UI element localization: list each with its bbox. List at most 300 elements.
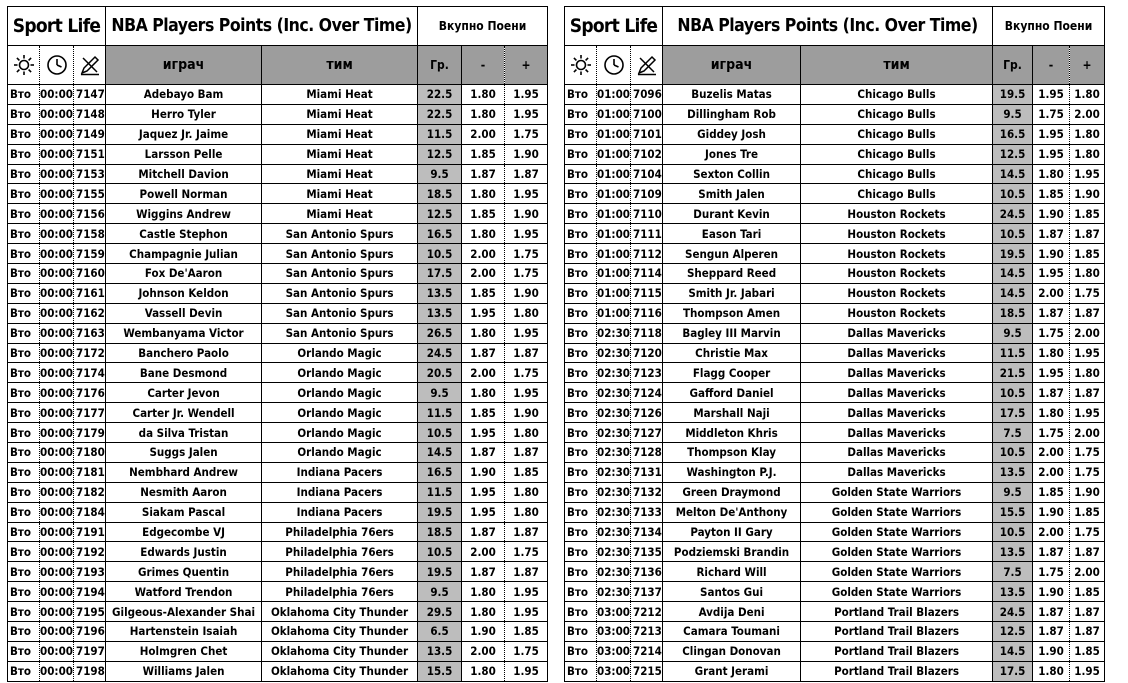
time-cell: 01:00: [597, 144, 631, 164]
over-odds-cell: 1.95: [505, 602, 548, 622]
over-odds-cell: 2.00: [1070, 562, 1105, 582]
team-name-cell: Houston Rockets: [801, 224, 993, 244]
points-line-cell: 18.5: [993, 303, 1033, 323]
over-odds-cell: 2.00: [1070, 323, 1105, 343]
under-odds-cell: 1.85: [462, 204, 505, 224]
player-name-cell: Fox De'Aaron: [106, 264, 262, 284]
over-odds-cell: 1.80: [505, 423, 548, 443]
under-odds-cell: 1.75: [1033, 323, 1070, 343]
player-name-cell: Carter Jevon: [106, 383, 262, 403]
team-name-cell: Orlando Magic: [262, 343, 418, 363]
table-row: [565, 363, 1105, 383]
under-odds-cell: 1.80: [462, 184, 505, 204]
time-cell: 00:00: [40, 164, 74, 184]
day-cell: Вто: [8, 443, 40, 463]
team-name-cell: Oklahoma City Thunder: [262, 641, 418, 661]
under-odds-cell: 1.80: [462, 582, 505, 602]
under-odds-cell: 1.80: [462, 383, 505, 403]
points-line-cell: 24.5: [993, 204, 1033, 224]
points-line-cell: 13.5: [418, 283, 462, 303]
event-id-cell: 7134: [631, 522, 663, 542]
points-line-cell: 15.5: [418, 661, 462, 681]
event-id-cell: 7179: [74, 423, 106, 443]
player-name-cell: Payton II Gary: [663, 522, 801, 542]
team-name-cell: Golden State Warriors: [801, 502, 993, 522]
time-cell: 00:00: [40, 661, 74, 681]
under-odds-cell: 1.80: [1033, 403, 1070, 423]
time-cell: 00:00: [40, 423, 74, 443]
player-name-cell: Banchero Paolo: [106, 343, 262, 363]
over-odds-cell: 1.80: [505, 303, 548, 323]
team-name-cell: Golden State Warriors: [801, 542, 993, 562]
under-odds-cell: 1.85: [462, 283, 505, 303]
day-cell: Вто: [565, 343, 597, 363]
day-cell: Вто: [8, 462, 40, 482]
day-cell: Вто: [565, 104, 597, 124]
table-row: [8, 85, 548, 105]
day-cell: Вто: [565, 124, 597, 144]
table-row: [565, 443, 1105, 463]
points-line-cell: 13.5: [418, 641, 462, 661]
event-id-cell: 7111: [631, 224, 663, 244]
over-odds-cell: 1.87: [1070, 224, 1105, 244]
day-cell: Вто: [565, 582, 597, 602]
under-odds-cell: 1.87: [462, 443, 505, 463]
over-odds-cell: 1.95: [1070, 403, 1105, 423]
over-odds-cell: 1.85: [1070, 641, 1105, 661]
table-row: [8, 104, 548, 124]
player-name-cell: Edgecombe VJ: [106, 522, 262, 542]
team-name-cell: Houston Rockets: [801, 303, 993, 323]
player-name-cell: Middleton Khris: [663, 423, 801, 443]
event-id-cell: 7151: [74, 144, 106, 164]
under-odds-cell: 1.95: [1033, 363, 1070, 383]
day-cell: Вто: [565, 522, 597, 542]
day-cell: Вто: [565, 602, 597, 622]
points-line-cell: 12.5: [418, 204, 462, 224]
over-odds-cell: 1.87: [505, 562, 548, 582]
points-line-cell: 16.5: [418, 224, 462, 244]
team-name-cell: Golden State Warriors: [801, 562, 993, 582]
player-name-cell: Jones Tre: [663, 144, 801, 164]
event-id-cell: 7158: [74, 224, 106, 244]
over-odds-cell: 1.87: [1070, 602, 1105, 622]
time-cell: 02:30: [597, 502, 631, 522]
player-name-cell: Wembanyama Victor: [106, 323, 262, 343]
over-odds-cell: 1.75: [1070, 522, 1105, 542]
event-id-cell: 7174: [74, 363, 106, 383]
points-line-cell: 19.5: [418, 502, 462, 522]
time-cell: 00:00: [40, 323, 74, 343]
player-name-cell: Powell Norman: [106, 184, 262, 204]
points-line-cell: 9.5: [418, 582, 462, 602]
time-cell: 01:00: [597, 283, 631, 303]
team-name-cell: Dallas Mavericks: [801, 383, 993, 403]
player-name-cell: Durant Kevin: [663, 204, 801, 224]
event-id-cell: 7133: [631, 502, 663, 522]
points-line-cell: 9.5: [993, 323, 1033, 343]
over-odds-cell: 1.80: [505, 482, 548, 502]
table-row: [8, 124, 548, 144]
table-row: [565, 562, 1105, 582]
under-odds-cell: 1.87: [462, 562, 505, 582]
player-name-cell: Buzelis Matas: [663, 85, 801, 105]
team-name-cell: Dallas Mavericks: [801, 462, 993, 482]
day-cell: Вто: [565, 443, 597, 463]
table-row: [565, 582, 1105, 602]
points-line-cell: 12.5: [993, 622, 1033, 642]
points-line-cell: 18.5: [418, 522, 462, 542]
event-id-cell: 7127: [631, 423, 663, 443]
team-name-cell: Miami Heat: [262, 164, 418, 184]
table-row: [8, 582, 548, 602]
table-row: [565, 104, 1105, 124]
event-id-cell: 7184: [74, 502, 106, 522]
team-name-cell: San Antonio Spurs: [262, 323, 418, 343]
over-odds-cell: 1.75: [505, 244, 548, 264]
over-odds-cell: 1.85: [1070, 244, 1105, 264]
points-line-cell: 10.5: [418, 423, 462, 443]
event-id-cell: 7104: [631, 164, 663, 184]
team-name-cell: Portland Trail Blazers: [801, 661, 993, 681]
over-odds-cell: 1.90: [505, 204, 548, 224]
player-name-cell: Herro Tyler: [106, 104, 262, 124]
table-row: [8, 622, 548, 642]
event-id-cell: 7137: [631, 582, 663, 602]
day-cell: Вто: [565, 462, 597, 482]
points-line-cell: 21.5: [993, 363, 1033, 383]
team-name-cell: Miami Heat: [262, 144, 418, 164]
over-odds-cell: 2.00: [1070, 423, 1105, 443]
event-id-cell: 7195: [74, 602, 106, 622]
points-line-cell: 12.5: [418, 144, 462, 164]
over-odds-cell: 1.95: [505, 224, 548, 244]
event-id-cell: 7156: [74, 204, 106, 224]
under-odds-cell: 1.95: [462, 502, 505, 522]
player-name-cell: Podziemski Brandin: [663, 542, 801, 562]
pen-icon: [74, 46, 106, 85]
day-cell: Вто: [565, 363, 597, 383]
points-line-cell: 24.5: [418, 343, 462, 363]
total-points-label: Вкупно Поени: [418, 7, 548, 46]
table-row: [8, 244, 548, 264]
table-row: [565, 622, 1105, 642]
under-odds-cell: 1.80: [462, 85, 505, 105]
event-id-cell: 7102: [631, 144, 663, 164]
time-cell: 00:00: [40, 562, 74, 582]
over-odds-cell: 1.75: [1070, 462, 1105, 482]
player-name-cell: Smith Jalen: [663, 184, 801, 204]
table-row: [8, 482, 548, 502]
team-name-cell: Indiana Pacers: [262, 502, 418, 522]
event-id-cell: 7215: [631, 661, 663, 681]
day-cell: Вто: [565, 164, 597, 184]
player-name-cell: Hartenstein Isaiah: [106, 622, 262, 642]
under-odds-cell: 2.00: [1033, 443, 1070, 463]
time-cell: 01:00: [597, 85, 631, 105]
over-odds-cell: 1.95: [1070, 661, 1105, 681]
team-name-cell: Portland Trail Blazers: [801, 641, 993, 661]
points-line-cell: 10.5: [993, 443, 1033, 463]
player-name-cell: Sengun Alperen: [663, 244, 801, 264]
event-id-cell: 7191: [74, 522, 106, 542]
time-cell: 03:00: [597, 661, 631, 681]
under-odds-cell: 1.85: [462, 403, 505, 423]
player-name-cell: Gilgeous-Alexander Shai: [106, 602, 262, 622]
event-id-cell: 7116: [631, 303, 663, 323]
player-name-cell: Melton De'Anthony: [663, 502, 801, 522]
time-cell: 00:00: [40, 602, 74, 622]
points-line-cell: 14.5: [993, 641, 1033, 661]
player-name-cell: Johnson Keldon: [106, 283, 262, 303]
under-odds-cell: 1.87: [1033, 542, 1070, 562]
time-cell: 02:30: [597, 443, 631, 463]
team-name-cell: Portland Trail Blazers: [801, 622, 993, 642]
event-id-cell: 7212: [631, 602, 663, 622]
team-name-cell: Houston Rockets: [801, 264, 993, 284]
event-id-cell: 7096: [631, 85, 663, 105]
team-name-cell: Oklahoma City Thunder: [262, 622, 418, 642]
table-row: [565, 244, 1105, 264]
points-line-cell: 17.5: [993, 403, 1033, 423]
under-odds-cell: 1.95: [1033, 85, 1070, 105]
time-cell: 01:00: [597, 303, 631, 323]
column-header-under: -: [1033, 46, 1070, 85]
over-odds-cell: 1.75: [505, 264, 548, 284]
time-cell: 00:00: [40, 224, 74, 244]
under-odds-cell: 2.00: [1033, 522, 1070, 542]
team-name-cell: San Antonio Spurs: [262, 244, 418, 264]
time-cell: 01:00: [597, 124, 631, 144]
time-cell: 00:00: [40, 502, 74, 522]
over-odds-cell: 1.80: [1070, 264, 1105, 284]
points-line-cell: 14.5: [418, 443, 462, 463]
day-cell: Вто: [565, 542, 597, 562]
over-odds-cell: 1.75: [1070, 443, 1105, 463]
team-name-cell: Chicago Bulls: [801, 124, 993, 144]
day-cell: Вто: [8, 582, 40, 602]
points-line-cell: 16.5: [993, 124, 1033, 144]
time-cell: 03:00: [597, 602, 631, 622]
time-cell: 00:00: [40, 104, 74, 124]
over-odds-cell: 1.80: [1070, 363, 1105, 383]
event-id-cell: 7112: [631, 244, 663, 264]
table-row: [8, 423, 548, 443]
under-odds-cell: 1.87: [1033, 622, 1070, 642]
under-odds-cell: 1.90: [462, 462, 505, 482]
table-row: [8, 184, 548, 204]
points-line-cell: 14.5: [993, 164, 1033, 184]
points-line-cell: 22.5: [418, 85, 462, 105]
event-id-cell: 7181: [74, 462, 106, 482]
player-name-cell: Williams Jalen: [106, 661, 262, 681]
time-cell: 00:00: [40, 462, 74, 482]
time-cell: 00:00: [40, 482, 74, 502]
under-odds-cell: 1.95: [1033, 124, 1070, 144]
day-cell: Вто: [8, 542, 40, 562]
team-name-cell: Miami Heat: [262, 204, 418, 224]
table-row: [565, 204, 1105, 224]
points-line-cell: 13.5: [993, 582, 1033, 602]
over-odds-cell: 1.75: [1070, 283, 1105, 303]
time-cell: 02:30: [597, 482, 631, 502]
over-odds-cell: 1.85: [1070, 502, 1105, 522]
day-cell: Вто: [8, 423, 40, 443]
under-odds-cell: 1.90: [1033, 641, 1070, 661]
under-odds-cell: 1.85: [1033, 184, 1070, 204]
player-name-cell: Avdija Deni: [663, 602, 801, 622]
points-line-cell: 10.5: [418, 244, 462, 264]
table-row: [565, 323, 1105, 343]
player-name-cell: Eason Tari: [663, 224, 801, 244]
player-name-cell: Flagg Cooper: [663, 363, 801, 383]
table-row: [8, 303, 548, 323]
player-name-cell: Clingan Donovan: [663, 641, 801, 661]
points-line-cell: 19.5: [418, 562, 462, 582]
time-cell: 00:00: [40, 244, 74, 264]
over-odds-cell: 1.85: [505, 622, 548, 642]
table-row: [565, 502, 1105, 522]
day-cell: Вто: [8, 403, 40, 423]
table-row: [8, 343, 548, 363]
table-row: [565, 403, 1105, 423]
over-odds-cell: 1.87: [505, 164, 548, 184]
day-cell: Вто: [565, 383, 597, 403]
points-line-cell: 10.5: [418, 542, 462, 562]
day-cell: Вто: [8, 184, 40, 204]
under-odds-cell: 1.85: [462, 144, 505, 164]
team-name-cell: Philadelphia 76ers: [262, 522, 418, 542]
table-row: [8, 502, 548, 522]
team-name-cell: Orlando Magic: [262, 443, 418, 463]
player-name-cell: Bane Desmond: [106, 363, 262, 383]
table-row: [565, 482, 1105, 502]
player-name-cell: Siakam Pascal: [106, 502, 262, 522]
event-id-cell: 7114: [631, 264, 663, 284]
under-odds-cell: 1.80: [1033, 164, 1070, 184]
under-odds-cell: 1.85: [1033, 482, 1070, 502]
time-cell: 01:00: [597, 204, 631, 224]
clock-icon: [40, 46, 74, 85]
odds-table: [564, 6, 1105, 682]
team-name-cell: Houston Rockets: [801, 204, 993, 224]
column-header-under: -: [462, 46, 505, 85]
team-name-cell: Dallas Mavericks: [801, 443, 993, 463]
over-odds-cell: 1.95: [505, 582, 548, 602]
player-name-cell: Vassell Devin: [106, 303, 262, 323]
team-name-cell: Miami Heat: [262, 124, 418, 144]
over-odds-cell: 1.90: [1070, 482, 1105, 502]
day-cell: Вто: [565, 403, 597, 423]
event-id-cell: 7126: [631, 403, 663, 423]
over-odds-cell: 1.95: [505, 85, 548, 105]
player-name-cell: Richard Will: [663, 562, 801, 582]
event-id-cell: 7161: [74, 283, 106, 303]
points-line-cell: 19.5: [993, 244, 1033, 264]
over-odds-cell: 1.75: [505, 542, 548, 562]
day-cell: Вто: [565, 622, 597, 642]
table-row: [565, 124, 1105, 144]
day-cell: Вто: [8, 522, 40, 542]
day-cell: Вто: [565, 502, 597, 522]
under-odds-cell: 1.80: [462, 661, 505, 681]
over-odds-cell: 1.90: [1070, 184, 1105, 204]
table-row: [8, 363, 548, 383]
time-cell: 00:00: [40, 184, 74, 204]
player-name-cell: Christie Max: [663, 343, 801, 363]
team-name-cell: Dallas Mavericks: [801, 363, 993, 383]
team-name-cell: Dallas Mavericks: [801, 343, 993, 363]
team-name-cell: Portland Trail Blazers: [801, 602, 993, 622]
player-name-cell: Jaquez Jr. Jaime: [106, 124, 262, 144]
time-cell: 00:00: [40, 283, 74, 303]
day-cell: Вто: [565, 283, 597, 303]
under-odds-cell: 1.87: [462, 164, 505, 184]
day-cell: Вто: [8, 124, 40, 144]
event-id-cell: 7162: [74, 303, 106, 323]
event-id-cell: 7110: [631, 204, 663, 224]
day-cell: Вто: [8, 164, 40, 184]
team-name-cell: Orlando Magic: [262, 423, 418, 443]
time-cell: 00:00: [40, 622, 74, 642]
team-name-cell: Oklahoma City Thunder: [262, 602, 418, 622]
over-odds-cell: 1.80: [1070, 144, 1105, 164]
points-line-cell: 15.5: [993, 502, 1033, 522]
day-cell: Вто: [565, 204, 597, 224]
points-line-cell: 11.5: [993, 343, 1033, 363]
column-header-team: тим: [262, 46, 418, 85]
table-row: [8, 602, 548, 622]
table-row: [565, 641, 1105, 661]
day-cell: Вто: [8, 264, 40, 284]
team-name-cell: Golden State Warriors: [801, 522, 993, 542]
over-odds-cell: 1.87: [1070, 383, 1105, 403]
event-id-cell: 7128: [631, 443, 663, 463]
player-name-cell: Gafford Daniel: [663, 383, 801, 403]
team-name-cell: San Antonio Spurs: [262, 224, 418, 244]
points-line-cell: 14.5: [993, 264, 1033, 284]
time-cell: 02:30: [597, 562, 631, 582]
event-id-cell: 7124: [631, 383, 663, 403]
sun-icon: [8, 46, 40, 85]
team-name-cell: Houston Rockets: [801, 283, 993, 303]
day-cell: Вто: [8, 244, 40, 264]
pen-icon: [631, 46, 663, 85]
day-cell: Вто: [8, 502, 40, 522]
table-row: [565, 423, 1105, 443]
team-name-cell: Chicago Bulls: [801, 85, 993, 105]
points-line-cell: 29.5: [418, 602, 462, 622]
under-odds-cell: 2.00: [462, 124, 505, 144]
day-cell: Вто: [8, 562, 40, 582]
points-line-cell: 18.5: [418, 184, 462, 204]
over-odds-cell: 1.95: [505, 383, 548, 403]
under-odds-cell: 1.87: [462, 522, 505, 542]
under-odds-cell: 2.00: [462, 264, 505, 284]
time-cell: 01:00: [597, 164, 631, 184]
time-cell: 03:00: [597, 641, 631, 661]
under-odds-cell: 1.95: [1033, 264, 1070, 284]
team-name-cell: Dallas Mavericks: [801, 423, 993, 443]
table-row: [565, 184, 1105, 204]
points-line-cell: 12.5: [993, 144, 1033, 164]
over-odds-cell: 1.85: [1070, 204, 1105, 224]
time-cell: 00:00: [40, 542, 74, 562]
team-name-cell: Indiana Pacers: [262, 482, 418, 502]
over-odds-cell: 1.95: [505, 323, 548, 343]
event-id-cell: 7153: [74, 164, 106, 184]
time-cell: 02:30: [597, 542, 631, 562]
